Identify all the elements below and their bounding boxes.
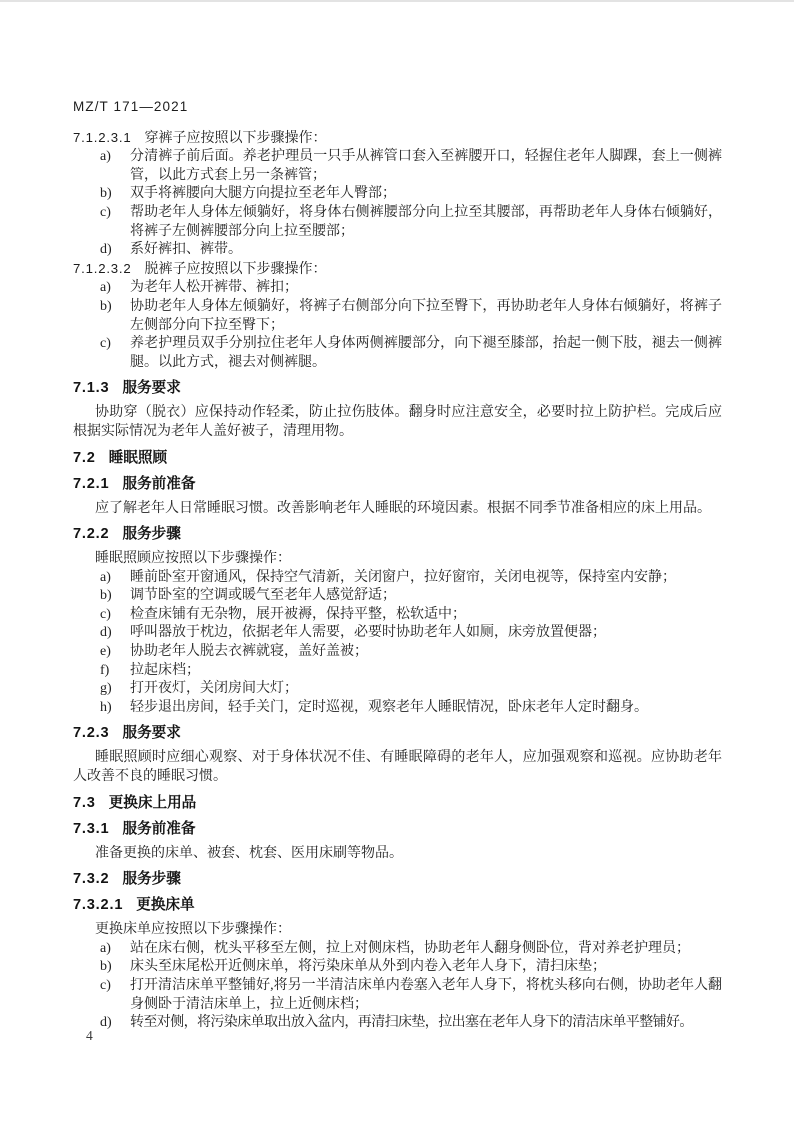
- list-item: [73, 185, 722, 204]
- heading-title: 服务要求: [122, 380, 181, 397]
- clause-intro: 穿裤子应按照以下步骤操作：: [144, 130, 327, 146]
- list-item-marker: d): [100, 1015, 112, 1031]
- list-item-text: 拉起床档；: [130, 662, 200, 678]
- paragraph-7-1-3: 协助穿（脱衣）应保持动作轻柔，防止拉伤肢体。翻身时应注意安全，必要时拉上防护栏。完成后应根据实际情况为老年人盖好被子，清理用物。: [73, 405, 722, 439]
- heading-number: 7.3: [73, 794, 96, 811]
- list-item-text: 协助老年人身体左倾躺好，将裤子右侧部分向下拉至臀下，再协助老年人身体右倾躺好，将裤子左侧部分向下拉至臀下；: [130, 298, 722, 333]
- heading-7-3-2: [73, 870, 722, 889]
- standard-number-header: MZ/T 171—2021: [73, 99, 189, 114]
- list-item-text: 转至对侧，将污染床单取出放入盆内，再清扫床垫，拉出塞在老年人身下的清洁床单平整铺好。: [130, 1015, 693, 1031]
- list-item: [73, 699, 722, 718]
- list-item-text: 双手将裤腰向大腿方向提拉至老年人臀部；: [130, 186, 396, 202]
- list-item-text: 打开夜灯，关闭房间大灯；: [130, 681, 298, 697]
- list-item: [73, 204, 722, 241]
- clause-7-1-2-3-2: [73, 260, 722, 280]
- list-item: [73, 148, 722, 185]
- list-item-marker: e): [100, 644, 111, 660]
- heading-7-2-2: [73, 525, 722, 544]
- list-item: [73, 643, 722, 662]
- clause-number: 7.1.2.3.2: [73, 260, 132, 276]
- heading-title: 睡眠照顾: [108, 449, 168, 466]
- list-item: [73, 279, 722, 298]
- list-item-text: 轻步退出房间，轻手关门，定时巡视，观察老年人睡眠情况，卧床老年人定时翻身。: [130, 699, 648, 715]
- heading-7-3-2-1: [73, 896, 722, 915]
- heading-7-3: [73, 794, 722, 813]
- list-item-marker: b): [100, 959, 112, 975]
- list-item: [73, 606, 722, 625]
- heading-title: 更换床单: [136, 897, 195, 914]
- list-item-marker: a): [100, 149, 111, 165]
- list-item-text: 为老年人松开裤带、裤扣；: [130, 280, 298, 296]
- heading-number: 7.1.3: [73, 380, 110, 397]
- heading-title: 服务前准备: [122, 820, 196, 837]
- list-item: [73, 940, 722, 959]
- heading-7-2: [73, 449, 722, 468]
- page-content: [73, 98, 722, 1033]
- list-item-text: 睡前卧室开窗通风，保持空气清新，关闭窗户，拉好窗帘，关闭电视等，保持室内安静；: [130, 569, 676, 585]
- list-item-marker: c): [100, 204, 111, 220]
- list-item-text: 打开清洁床单平整铺好,将另一半清洁床单内卷塞入老年人身下，将枕头移向右侧，协助老年人翻身侧卧于清洁床单上，拉上近侧床档；: [130, 978, 722, 1012]
- paragraph-7-2-3: 睡眠照顾时应细心观察、对于身体状况不佳、有睡眠障碍的老年人，应加强观察和巡视。应协助老年人改善不良的睡眠习惯。: [73, 750, 722, 785]
- list-item-text: 系好裤扣、裤带。: [130, 242, 242, 258]
- list-item-marker: b): [100, 298, 112, 314]
- heading-7-1-3: [73, 379, 722, 398]
- list-item-marker: b): [100, 588, 112, 604]
- heading-title: 服务要求: [122, 725, 181, 742]
- list-item-marker: h): [100, 699, 112, 715]
- heading-number: 7.2.2: [73, 526, 110, 543]
- paragraph-7-3-2-1-intro: 更换床单应按照以下步骤操作：: [95, 922, 291, 938]
- list-item-text: 调节卧室的空调或暖气至老年人感觉舒适；: [130, 588, 396, 604]
- clause-intro: 脱裤子应按照以下步骤操作：: [144, 261, 327, 277]
- list-item-marker: f): [100, 662, 110, 678]
- heading-number: 7.3.2.1: [73, 897, 124, 914]
- list-item-text: 站在床右侧，枕头平移至左侧，拉上对侧床档，协助老年人翻身侧卧位，背对养老护理员；: [130, 940, 690, 956]
- list-item-marker: a): [100, 940, 111, 956]
- list-item-text: 呼叫器放于枕边，依据老年人需要，必要时协助老年人如厕，床旁放置便器；: [130, 625, 606, 641]
- list-item: [73, 624, 722, 643]
- clause-7-1-2-3-1: [73, 129, 722, 149]
- page-number: 4: [86, 1028, 93, 1043]
- heading-title: 服务前准备: [122, 475, 196, 492]
- heading-number: 7.3.1: [73, 820, 110, 837]
- paragraph-7-3-1: 准备更换的床单、被套、枕套、医用床刷等物品。: [95, 845, 403, 861]
- list-item: [73, 298, 722, 335]
- list-item: [73, 662, 722, 681]
- list-item: [73, 569, 722, 588]
- heading-7-2-3: [73, 724, 722, 743]
- list-item-marker: c): [100, 978, 111, 993]
- page-top-edge-line: [0, 0, 794, 2]
- list-item-marker: d): [100, 625, 112, 641]
- heading-number: 7.2: [73, 449, 96, 466]
- heading-number: 7.2.3: [73, 725, 110, 742]
- list-item: [73, 241, 722, 260]
- list-item-text: 床头至床尾松开近侧床单，将污染床单从外到内卷入老年人身下，清扫床垫；: [130, 959, 606, 975]
- heading-title: 服务步骤: [122, 526, 181, 543]
- heading-title: 服务步骤: [122, 871, 181, 888]
- list-item-marker: g): [100, 681, 112, 697]
- list-item-text: 养老护理员双手分别拉住老年人身体两侧裤腰部分，向下褪至膝部，抬起一侧下肢，褪去一侧裤腿。以此方式，褪去对侧裤腿。: [130, 336, 722, 370]
- list-item: [73, 977, 722, 1014]
- paragraph-7-2-2-intro: 睡眠照顾应按照以下步骤操作：: [95, 551, 291, 567]
- list-item: [73, 1014, 722, 1033]
- paragraph-7-2-1: 应了解老年人日常睡眠习惯。改善影响老年人睡眠的环境因素。根据不同季节准备相应的床上用品。: [95, 500, 711, 516]
- list-item-marker: c): [100, 336, 111, 352]
- heading-title: 更换床上用品: [108, 794, 197, 811]
- list-item: [73, 587, 722, 606]
- list-item: [73, 335, 722, 372]
- list-item-text: 帮助老年人身体左倾躺好，将身体右侧裤腰部分向上拉至其腰部，再帮助老年人身体右倾躺好，将裤子左侧裤腰部分向上拉至腰部；: [130, 204, 722, 239]
- list-item-text: 检查床铺有无杂物，展开被褥，保持平整，松软适中；: [130, 606, 466, 622]
- list-item-marker: a): [100, 280, 111, 296]
- clause-number: 7.1.2.3.1: [73, 129, 132, 145]
- list-item-text: 分清裤子前后面。养老护理员一只手从裤管口套入至裤腰开口，轻握住老年人脚踝，套上一侧裤管，以此方式套上另一条裤管；: [130, 149, 722, 183]
- list-item-marker: d): [100, 242, 112, 258]
- list-item-text: 协助老年人脱去衣裤就寝，盖好盖被；: [130, 644, 368, 660]
- heading-7-2-1: [73, 475, 722, 494]
- heading-number: 7.3.2: [73, 871, 110, 888]
- list-item-marker: a): [100, 569, 111, 585]
- heading-number: 7.2.1: [73, 475, 110, 492]
- list-item: [73, 680, 722, 699]
- heading-7-3-1: [73, 820, 722, 839]
- list-item: [73, 958, 722, 977]
- list-item-marker: b): [100, 186, 112, 202]
- list-item-marker: c): [100, 606, 111, 622]
